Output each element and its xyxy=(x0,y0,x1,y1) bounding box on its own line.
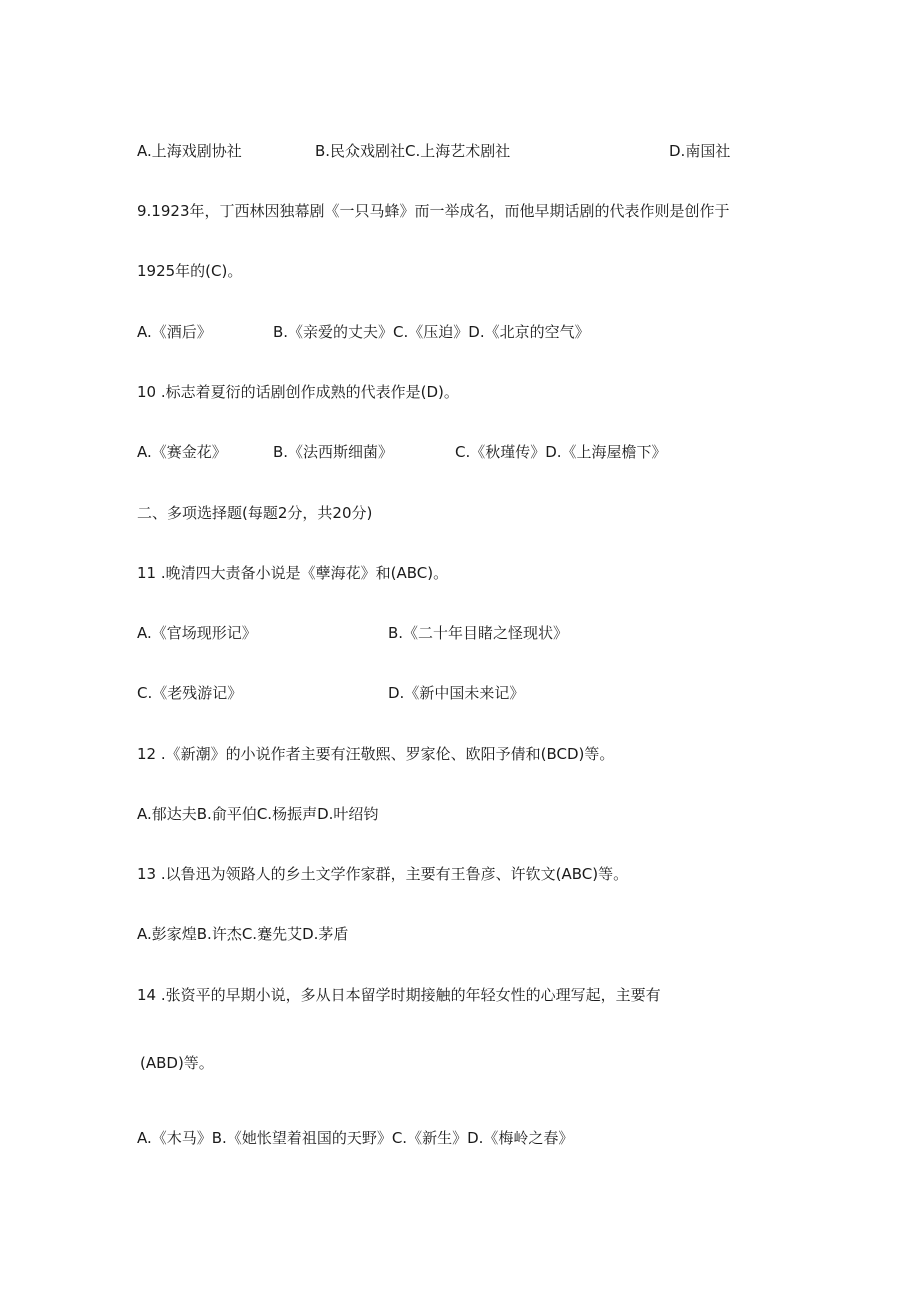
option-text: A.《赛金花》 xyxy=(137,443,227,461)
option-text: B.《法西斯细菌》 xyxy=(273,443,394,461)
option-text: B.《二十年目睹之怪现状》 xyxy=(388,624,569,642)
question-text: 11 .晚清四大责备小说是《孽海花》和(ABC)。 xyxy=(137,564,449,582)
option-text: A.郁达夫B.俞平伯C.杨振声D.叶绍钧 xyxy=(137,805,379,823)
option-text: D.南国社 xyxy=(669,142,731,160)
question-text: 14 .张资平的早期小说，多从日本留学时期接触的年轻女性的心理写起，主要有 xyxy=(137,986,661,1004)
option-text: B.《亲爱的丈夫》C.《压迫》D.《北京的空气》 xyxy=(273,323,590,341)
option-text: A.彭家煌B.许杰C.蹇先艾D.茅盾 xyxy=(137,925,349,943)
option-text: B.民众戏剧社C.上海艺术剧社 xyxy=(315,142,511,160)
question-text: 10 .标志着夏衍的话剧创作成熟的代表作是(D)。 xyxy=(137,383,459,401)
option-text: A.《木马》B.《她怅望着祖国的天野》C.《新生》D.《梅岭之春》 xyxy=(137,1129,574,1147)
option-text: C.《老残游记》 xyxy=(137,684,243,702)
option-text: A.上海戏剧协社 xyxy=(137,142,242,160)
section-title: 二、多项选择题(每题2分，共20分) xyxy=(137,504,373,522)
question-text: (ABD)等。 xyxy=(140,1054,214,1072)
question-text: 9.1923年，丁西林因独幕剧《一只马蜂》而一举成名，而他早期话剧的代表作则是创作于 xyxy=(137,202,730,220)
question-text: 12 .《新潮》的小说作者主要有汪敬熙、罗家伦、欧阳予倩和(BCD)等。 xyxy=(137,745,615,763)
option-text: A.《官场现形记》 xyxy=(137,624,257,642)
question-text: 13 .以鲁迅为领路人的乡土文学作家群，主要有王鲁彦、许钦文(ABC)等。 xyxy=(137,865,629,883)
option-text: A.《酒后》 xyxy=(137,323,212,341)
option-text: C.《秋瑾传》D.《上海屋檐下》 xyxy=(455,443,667,461)
question-text: 1925年的(C)。 xyxy=(137,262,243,280)
option-text: D.《新中国未来记》 xyxy=(388,684,525,702)
